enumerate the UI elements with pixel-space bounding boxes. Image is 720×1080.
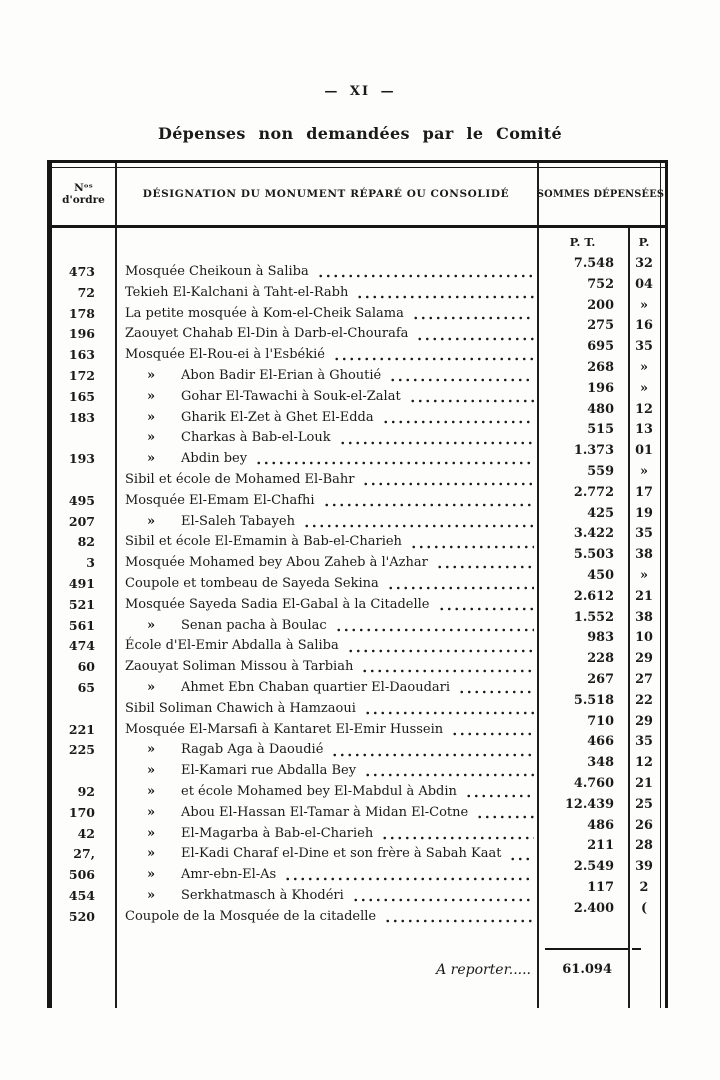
designation-text: Coupole et tombeau de Sayeda Sekina <box>125 575 379 591</box>
designation-text: Senan pacha à Boulac <box>181 617 327 633</box>
amount-p-cell: 01 <box>635 443 653 459</box>
designation-cell <box>115 616 537 637</box>
designation-text: Zaouyat Soliman Missou à Tarbiah <box>125 659 354 675</box>
dot-leader <box>355 283 534 304</box>
designation-cell <box>115 782 537 803</box>
table-row <box>52 900 660 928</box>
dot-leader <box>334 616 534 637</box>
designation-cell <box>115 366 537 387</box>
amount-p-cell: 21 <box>635 588 653 604</box>
designation-cell <box>115 491 537 512</box>
header-bottom-rule <box>52 225 665 228</box>
amount-pt-cell: 3.422 <box>573 526 614 542</box>
order-number-cell <box>52 470 115 491</box>
amount-pt-cell: 425 <box>587 505 614 521</box>
order-number-cell: 163 <box>68 347 95 363</box>
designation-cell <box>115 886 537 907</box>
order-number-cell: 92 <box>77 783 95 799</box>
designation-cell <box>115 824 537 845</box>
table-body <box>52 256 660 928</box>
amount-p-cell: 22 <box>635 692 653 708</box>
order-number-cell: 207 <box>68 513 95 529</box>
dot-leader <box>409 532 534 553</box>
order-number-cell: 495 <box>68 492 95 508</box>
amount-pt-cell: 275 <box>587 318 614 334</box>
designation-text: Mosquée Cheikoun à Saliba <box>125 264 309 279</box>
page-title: Dépenses non demandées par le Comité <box>158 124 562 143</box>
order-number-cell: 196 <box>68 326 95 342</box>
dot-leader <box>435 553 534 574</box>
ditto-mark: » <box>146 617 156 633</box>
column-header-designation: DÉSIGNATION DU MONUMENT RÉPARÉ OU CONSOLIDÉ <box>142 188 510 200</box>
designation-cell <box>115 657 537 678</box>
designation-cell <box>115 553 537 574</box>
order-number-cell: 561 <box>68 617 95 633</box>
ditto-mark: » <box>146 825 156 841</box>
total-amount: 61.094 <box>562 962 612 977</box>
dot-leader <box>415 324 534 345</box>
designation-text: El-Magarba à Bab-el-Charieh <box>181 825 374 841</box>
designation-text: Abon Badir El-Erian à Ghoutié <box>181 367 382 383</box>
designation-cell <box>115 636 537 657</box>
table-right-inner-rule <box>660 163 661 1008</box>
designation-text: Abdin bey <box>181 451 248 467</box>
ditto-mark: » <box>146 887 156 903</box>
designation-text: Charkas à Bab-el-Louk <box>181 430 331 446</box>
designation-text: El-Kadi Charaf el-Dine et son frère à Sabah Kaat <box>181 846 502 862</box>
dot-leader <box>380 824 534 845</box>
order-number-cell: 82 <box>77 534 95 550</box>
designation-cell <box>115 595 537 616</box>
expenses-table <box>47 160 668 1008</box>
order-number-cell: 60 <box>77 659 95 675</box>
designation-text: Mosquée El-Marsafi à Kantaret El-Emir Hussein <box>125 721 444 737</box>
order-number-cell: 27, <box>73 846 95 862</box>
amount-p-cell: 21 <box>635 775 653 791</box>
subheader-p: P. <box>638 235 650 249</box>
amount-pt-cell: 559 <box>587 463 614 479</box>
dot-leader <box>363 699 534 720</box>
designation-cell <box>115 304 537 325</box>
designation-cell <box>115 449 537 470</box>
amount-pt-cell: 228 <box>587 651 614 667</box>
designation-text: La petite mosquée à Kom-el-Cheik Salama <box>125 305 404 321</box>
amount-pt-cell: 450 <box>587 567 614 583</box>
amount-p-cell: 29 <box>635 651 653 667</box>
designation-cell <box>115 740 537 761</box>
designation-text: Mosquée Sayeda Sadia El-Gabal à la Citadelle <box>125 596 430 612</box>
order-number-cell: 506 <box>68 867 95 883</box>
designation-text: École d'El-Emir Abdalla à Saliba <box>125 638 339 654</box>
designation-cell <box>115 345 537 366</box>
ditto-mark: » <box>146 742 156 758</box>
designation-text: et école Mohamed bey El-Mabdul à Abdin <box>181 783 457 799</box>
dot-leader <box>383 907 534 928</box>
amount-pt-cell: 200 <box>587 297 614 313</box>
amount-pt-cell: 2.612 <box>573 588 614 604</box>
designation-text: Ragab Aga à Daoudié <box>181 742 324 758</box>
designation-text: Mosquée El-Emam El-Chafhi <box>125 492 315 508</box>
designation-text: Amr-ebn-El-As <box>181 867 277 883</box>
designation-cell <box>115 532 537 553</box>
designation-text: Sibil et école El-Emamin à Bab-el-Charieh <box>125 534 402 550</box>
ditto-mark: » <box>146 430 156 446</box>
dot-leader <box>338 428 534 449</box>
designation-text: Coupole de la Mosquée de la citadelle <box>125 908 377 924</box>
designation-cell <box>115 803 537 824</box>
ditto-mark: » <box>146 513 156 529</box>
order-number-cell: 65 <box>77 679 95 695</box>
designation-text: Mosquée Mohamed bey Abou Zaheb à l'Azhar <box>125 555 428 571</box>
page-number: — XI — <box>324 84 396 99</box>
amount-p-cell: » <box>640 463 648 479</box>
amount-pt-cell: 2.549 <box>573 859 614 875</box>
amount-p-cell: 17 <box>635 484 653 500</box>
order-number-cell: 491 <box>68 575 95 591</box>
dot-leader <box>302 512 534 533</box>
amount-p-cell: 26 <box>635 817 653 833</box>
amount-pt-cell: 268 <box>587 359 614 375</box>
dot-leader <box>283 865 534 886</box>
amount-pt-cell: 2.400 <box>573 900 614 916</box>
amount-pt-cell: 211 <box>587 838 614 854</box>
amount-p-cell: 35 <box>635 526 653 542</box>
dot-leader <box>322 491 534 512</box>
amount-pt-cell: 12.439 <box>565 796 614 812</box>
amount-pt-cell: 5.518 <box>573 692 614 708</box>
designation-cell <box>115 324 537 345</box>
designation-text: Tekieh El-Kalchani à Taht-el-Rabh <box>125 284 349 300</box>
dot-leader <box>361 470 534 491</box>
designation-cell <box>115 428 537 449</box>
amount-p-cell: 39 <box>635 859 653 875</box>
ditto-mark: » <box>146 846 156 862</box>
designation-cell <box>115 907 537 928</box>
amount-p-cell: 38 <box>635 609 653 625</box>
order-number-cell: 520 <box>68 908 95 924</box>
ditto-mark: » <box>146 409 156 425</box>
order-number-cell: 474 <box>68 638 95 654</box>
ditto-mark: » <box>146 783 156 799</box>
amount-p-cell: 12 <box>635 401 653 417</box>
ditto-mark: » <box>146 867 156 883</box>
dot-leader <box>254 449 534 470</box>
dot-leader <box>332 345 534 366</box>
ditto-mark: » <box>146 388 156 404</box>
order-number-cell: 165 <box>68 388 95 404</box>
ditto-mark: » <box>146 367 156 383</box>
amount-p-cell: 16 <box>635 318 653 334</box>
dot-leader <box>330 740 534 761</box>
amount-p-cell: 12 <box>635 755 653 771</box>
amount-p-cell: » <box>640 380 648 396</box>
order-number-cell: 183 <box>68 409 95 425</box>
amount-pt-cell: 5.503 <box>573 547 614 563</box>
designation-cell <box>115 262 537 283</box>
total-label: A reporter..... <box>436 962 531 978</box>
order-number-cell: 221 <box>68 721 95 737</box>
designation-text: Sibil et école de Mohamed El-Bahr <box>125 471 355 487</box>
ditto-mark: » <box>146 763 156 779</box>
designation-text: Gohar El-Tawachi à Souk-el-Zalat <box>181 388 401 404</box>
amount-p-cell: 38 <box>635 547 653 563</box>
order-number-cell <box>52 761 115 782</box>
order-number-cell: 473 <box>68 264 95 279</box>
designation-cell <box>115 720 537 741</box>
amount-p-cell: 19 <box>635 505 653 521</box>
amount-pt-cell: 267 <box>587 671 614 687</box>
designation-text: Sibil Soliman Chawich à Hamzaoui <box>125 700 356 716</box>
dot-leader <box>386 574 534 595</box>
designation-cell <box>115 678 537 699</box>
designation-text: El-Kamari rue Abdalla Bey <box>181 763 357 779</box>
designation-text: Serkhatmasch à Khodéri <box>181 887 344 903</box>
designation-cell <box>115 865 537 886</box>
designation-text: Zaouyet Chahab El-Din à Darb-el-Chourafa <box>125 326 409 342</box>
designation-text: El-Saleh Tabayeh <box>181 513 295 529</box>
dot-leader <box>388 366 534 387</box>
total-rule <box>545 948 628 950</box>
total-row <box>52 958 660 982</box>
order-number-cell <box>52 699 115 720</box>
dot-leader <box>437 595 534 616</box>
amount-p-cell: 04 <box>635 276 653 292</box>
ditto-mark: » <box>146 451 156 467</box>
amount-pt-cell: 695 <box>587 339 614 355</box>
amount-pt-cell: 196 <box>587 380 614 396</box>
designation-text: Ahmet Ebn Chaban quartier El-Daoudari <box>181 679 451 695</box>
amount-p-cell: 13 <box>635 422 653 438</box>
order-number-cell: 3 <box>86 555 95 571</box>
dot-leader <box>475 803 534 824</box>
amount-pt-cell: 1.552 <box>573 609 614 625</box>
amount-pt-cell: 348 <box>587 755 614 771</box>
amount-p-cell: ( <box>640 900 648 916</box>
order-number-cell: 72 <box>77 284 95 300</box>
dot-leader <box>381 408 534 429</box>
dot-leader <box>316 262 534 283</box>
designation-text: Gharik El-Zet à Ghet El-Edda <box>181 409 374 425</box>
designation-cell <box>115 283 537 304</box>
designation-cell <box>115 574 537 595</box>
amount-p-cell: » <box>640 567 648 583</box>
amount-pt-cell: 117 <box>587 879 614 895</box>
ditto-mark: » <box>146 679 156 695</box>
designation-cell <box>115 512 537 533</box>
amount-p-cell: » <box>640 297 648 313</box>
designation-text: Mosquée El-Rou-ei à l'Esbékié <box>125 347 325 363</box>
designation-cell <box>115 387 537 408</box>
dot-leader <box>508 844 534 865</box>
order-number-cell: 454 <box>68 887 95 903</box>
amount-p-cell: 25 <box>635 796 653 812</box>
dot-leader <box>411 304 534 325</box>
designation-cell <box>115 844 537 865</box>
order-number-cell: 172 <box>68 367 95 383</box>
amount-pt-cell: 7.548 <box>573 256 614 271</box>
amount-p-cell: 35 <box>635 734 653 750</box>
amount-p-cell: 10 <box>635 630 653 646</box>
designation-text: Abou El-Hassan El-Tamar à Midan El-Cotne <box>181 804 469 820</box>
order-number-cell: 170 <box>68 804 95 820</box>
amount-p-cell: 32 <box>635 256 653 271</box>
amount-pt-cell: 480 <box>587 401 614 417</box>
amount-p-cell: » <box>640 359 648 375</box>
order-number-cell: 225 <box>68 742 95 758</box>
subheader-pt: P. T. <box>569 235 596 249</box>
amount-pt-cell: 466 <box>587 734 614 750</box>
amount-pt-cell: 515 <box>587 422 614 438</box>
dot-leader <box>457 678 534 699</box>
designation-cell <box>115 408 537 429</box>
amount-pt-cell: 486 <box>587 817 614 833</box>
dot-leader <box>464 782 534 803</box>
column-header-sommes: SOMMES DÉPENSÉES <box>536 188 665 200</box>
dot-leader <box>450 720 534 741</box>
ditto-mark: » <box>146 804 156 820</box>
designation-cell <box>115 761 537 782</box>
dot-leader <box>363 761 534 782</box>
amount-p-cell: 28 <box>635 838 653 854</box>
dot-leader <box>360 657 534 678</box>
dot-leader <box>408 387 534 408</box>
amount-pt-cell: 983 <box>587 630 614 646</box>
designation-cell <box>115 470 537 491</box>
order-number-cell: 193 <box>68 451 95 467</box>
dot-leader <box>351 886 534 907</box>
order-number-cell: 521 <box>68 596 95 612</box>
amount-p-cell: 29 <box>635 713 653 729</box>
designation-cell <box>115 699 537 720</box>
amount-p-cell: 27 <box>635 671 653 687</box>
amount-p-cell: 2 <box>639 879 649 895</box>
column-header-order: Nᵒˢ d'ordre <box>62 182 105 206</box>
dot-leader <box>346 636 534 657</box>
amount-pt-cell: 4.760 <box>573 775 614 791</box>
amount-p-cell: 35 <box>635 339 653 355</box>
amount-pt-cell: 752 <box>587 276 614 292</box>
amount-pt-cell: 2.772 <box>573 484 614 500</box>
order-number-cell: 178 <box>68 305 95 321</box>
amount-pt-cell: 710 <box>587 713 614 729</box>
total-dash <box>632 948 641 950</box>
order-number-cell <box>52 428 115 449</box>
amount-pt-cell: 1.373 <box>573 443 614 459</box>
order-number-cell: 42 <box>77 825 95 841</box>
